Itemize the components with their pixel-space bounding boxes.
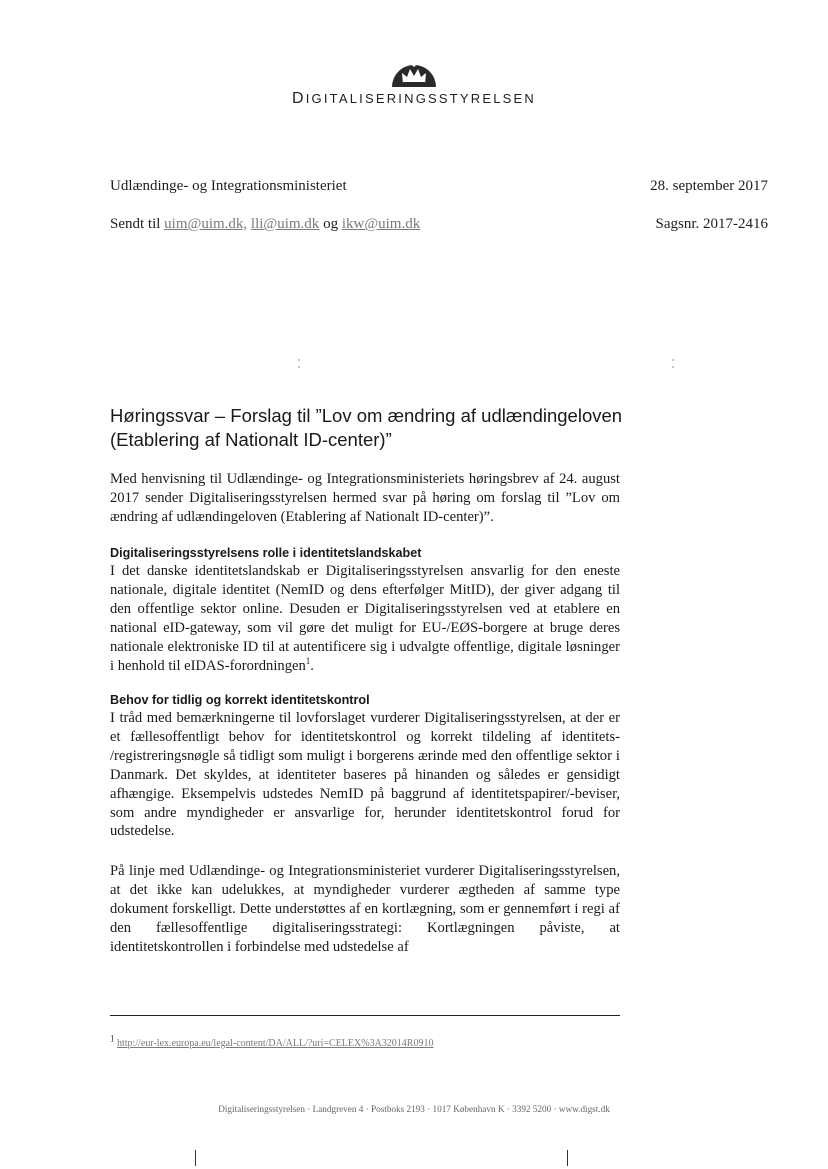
intro-paragraph: Med henvisning til Udlændinge- og Integrationsministeriets høringsbrev af 24. august 2017 sender Digitaliseringsstyrelsen hermed svar på høring om forslag til ”Lov om ændring af udlændingeloven (Etablering af Nationalt ID-center)”. (110, 471, 620, 525)
footnote-ref[interactable]: 1 (305, 655, 311, 666)
section-heading-role: Digitaliseringsstyrelsens rolle i identitetslandskabet (110, 546, 422, 560)
sent-to-joiner: og (323, 216, 339, 232)
scan-mark (296, 357, 302, 371)
sent-to-line (110, 216, 420, 233)
recipient: Udlændinge- og Integrationsministeriet (110, 178, 347, 194)
email-link-uim[interactable]: uim@uim.dk, (164, 216, 248, 232)
fold-mark (195, 1150, 196, 1166)
agency-wordmark: DIGITALISERINGSSTYRELSEN (291, 90, 536, 107)
document-title (110, 404, 760, 452)
section-role (110, 545, 620, 675)
title-line-2: (Etablering af Nationalt ID-center)” (110, 429, 392, 450)
email-link-lli[interactable]: lli@uim.dk (250, 216, 320, 232)
section-heading-identity-control: Behov for tidlig og korrekt identitetskontrol (110, 693, 370, 707)
section-role-paragraph: I det danske identitetslandskab er Digitaliseringsstyrelsen ansvarlig for den eneste nationale, digitale identitet (NemID og dens efterfølger MitID), der giver adgang til den offentlige sektor online. Desuden er Digitaliseringsstyrelsen ved at etablere en national eID-gateway, som vil gøre det muligt for EU-/EØS-borgere at bruge deres nationale elektroniske ID til at autentificere sig i udvalgte offentlige, digitale løsninger i henhold til eIDAS-forordningen$^1$. (110, 563, 620, 674)
scan-mark (670, 357, 676, 371)
footnote-link[interactable]: http://eur-lex.europa.eu/legal-content/DA/ALL/?uri=CELEX%3A32014R0910 (117, 1038, 434, 1049)
letterhead (0, 58, 828, 108)
crown-icon (391, 58, 437, 88)
section-identity-paragraph-1: I tråd med bemærkningerne til lovforslaget vurderer Digitaliseringsstyrelsen, at der er et fællesoffentligt behov for identitetskontrol og korrekt tildeling af identitets- /registreringsnøgle så tidligt som muligt i borgerens ærinde med den offentlige sektor i Danmark. Det skyldes, at identiteter baseres på hinanden og således er gensidigt afhængige. Eksempelvis udstedes NemID på baggrund af identitetspapirer/-beviser, som andre myndigheder er ansvarlige for, herunder identitetskontrol forud for udstedelse. (110, 710, 620, 840)
sent-to-prefix: Sendt til (110, 216, 161, 232)
case-number: Sagsnr. 2017-2416 (655, 216, 768, 232)
footnote (110, 1033, 434, 1049)
intro-block (110, 470, 620, 527)
footnote-divider (110, 1015, 620, 1016)
section-identity-continued (110, 862, 620, 957)
section-identity-paragraph-2: På linje med Udlændinge- og Integrationsministeriet vurderer Digitaliseringsstyrelsen, at det ikke kan udelukkes, at myndigheder vurderer ægtheden af samme type dokument forskelligt. Dette understøttes af en kortlægning, som er gennemført i regi af den fællesoffentlige digitaliseringsstrategi: Kortlægningen påviste, at identitetskontrollen i forbindelse med udstedelse af (110, 863, 620, 955)
email-link-ikw[interactable]: ikw@uim.dk (341, 216, 421, 232)
section-identity-control (110, 692, 620, 841)
page-footer: Digitaliseringsstyrelsen · Landgreven 4 · Postboks 2193 · 1017 København K · 3392 5200 · www.digst.dk (218, 1104, 610, 1114)
fold-mark (567, 1150, 568, 1166)
letter-date: 28. september 2017 (650, 178, 768, 194)
title-line-1: Høringssvar – Forslag til ”Lov om ændring af udlændingeloven (110, 405, 623, 426)
footnote-marker: 1 (110, 1033, 115, 1044)
